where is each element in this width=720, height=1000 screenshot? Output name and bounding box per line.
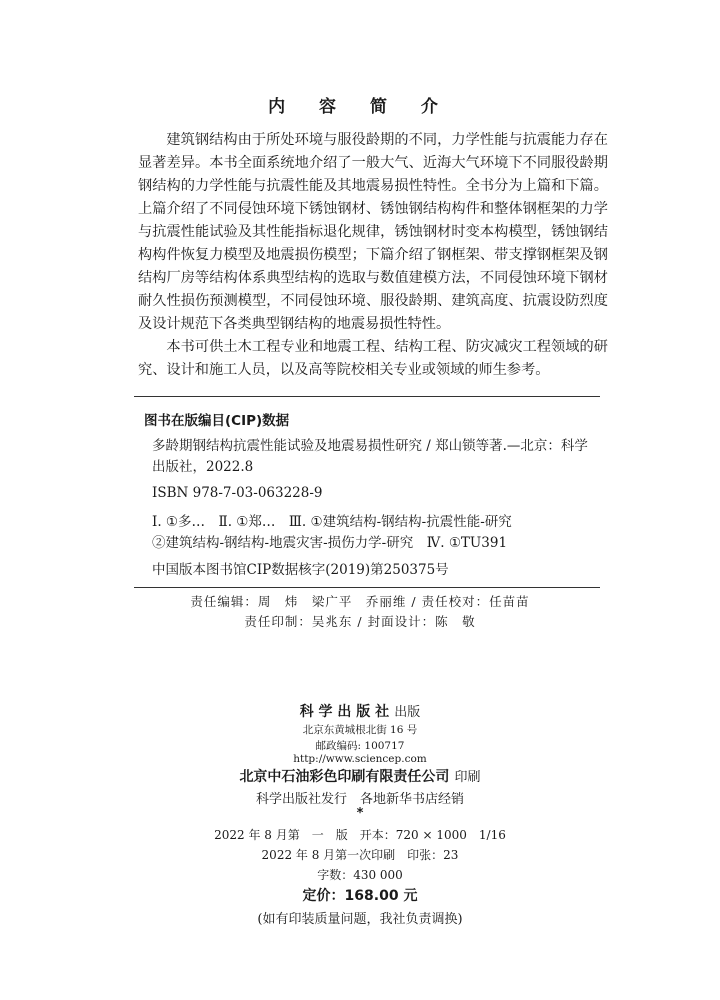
- cip-title: 图书在版编目(CIP)数据: [144, 413, 290, 429]
- intro-paragraph: 建筑钢结构由于所处环境与服役龄期的不同，力学性能与抗震能力存在显著差异。本书全面系统地介绍了一般大气、近海大气环境下不同服役龄期钢结构的力学性能与抗震性能及其地震易损性特性。全书分为上篇和下篇。上篇介绍了不同侵蚀环境下锈蚀钢材、锈蚀钢结构构件和整体钢框架的力学与抗震性能试验及其性能指标退化规律，锈蚀钢材时变本构模型，锈蚀钢结构构件恢复力模型及地震损伤模型；下篇介绍了钢框架、带支撑钢框架及钢结构厂房等结构体系典型结构的选取与数值建模方法，不同侵蚀环境下钢材耐久性损伤预测模型，不同侵蚀环境、服役龄期、建筑高度、抗震设防烈度及设计规范下各类典型钢结构的地震易损性特性。: [138, 132, 608, 332]
- credits-editors: 责任编辑：周 炜 梁广平 乔丽维 / 责任校对：任苗苗: [190, 594, 530, 609]
- publisher-line: [0, 701, 720, 721]
- publisher-name: 科 学 出 版 社: [299, 704, 390, 720]
- price: 定价：168.00 元: [302, 888, 418, 904]
- cip-record: 多龄期钢结构抗震性能试验及地震易损性研究 / 郑山锁等著.—北京：科学出版社，2022.8: [152, 438, 588, 475]
- word-count: 字数：430 000: [317, 868, 403, 882]
- intro-paragraph: 本书可供土木工程专业和地震工程、结构工程、防灾减灾工程领域的研究、设计和施工人员，以及高等院校相关专业或领域的师生参考。: [138, 339, 608, 378]
- section-heading: 内 容 简 介: [268, 97, 452, 117]
- edition-info: 2022 年 8 月第 一 版 开本：720 × 1000 1/16: [214, 828, 506, 842]
- printer-line: [0, 766, 720, 786]
- printing-info: 2022 年 8 月第一次印刷 印张：23: [261, 848, 459, 862]
- publisher-postcode: 邮政编码: 100717: [315, 740, 405, 752]
- printer-name: 北京中石油彩色印刷有限责任公司: [239, 769, 450, 785]
- publish-suffix: 出版: [394, 705, 421, 720]
- publisher-address: 北京东黄城根北街 16 号: [302, 724, 418, 736]
- separator-star: *: [356, 806, 364, 821]
- credits-production: 责任印制：吴兆东 / 封面设计：陈 敬: [244, 614, 476, 629]
- publisher-url: http://www.sciencep.com: [293, 753, 427, 765]
- distribution: 科学出版社发行 各地新华书店经销: [255, 792, 464, 807]
- print-suffix: 印刷: [454, 770, 481, 785]
- cip-classification-1: Ⅰ. ①多… Ⅱ. ①郑… Ⅲ. ①建筑结构-钢结构-抗震性能-研究: [152, 514, 512, 530]
- cip-number: 中国版本图书馆CIP数据核字(2019)第250375号: [152, 562, 449, 578]
- intro-text: [138, 129, 608, 382]
- cip-isbn: ISBN 978-7-03-063228-9: [152, 485, 323, 501]
- quality-notice: (如有印装质量问题，我社负责调换): [257, 912, 463, 927]
- cip-data-block: [134, 396, 600, 588]
- cip-classification-2: ②建筑结构-钢结构-地震灾害-损伤力学-研究 Ⅳ. ①TU391: [152, 535, 508, 551]
